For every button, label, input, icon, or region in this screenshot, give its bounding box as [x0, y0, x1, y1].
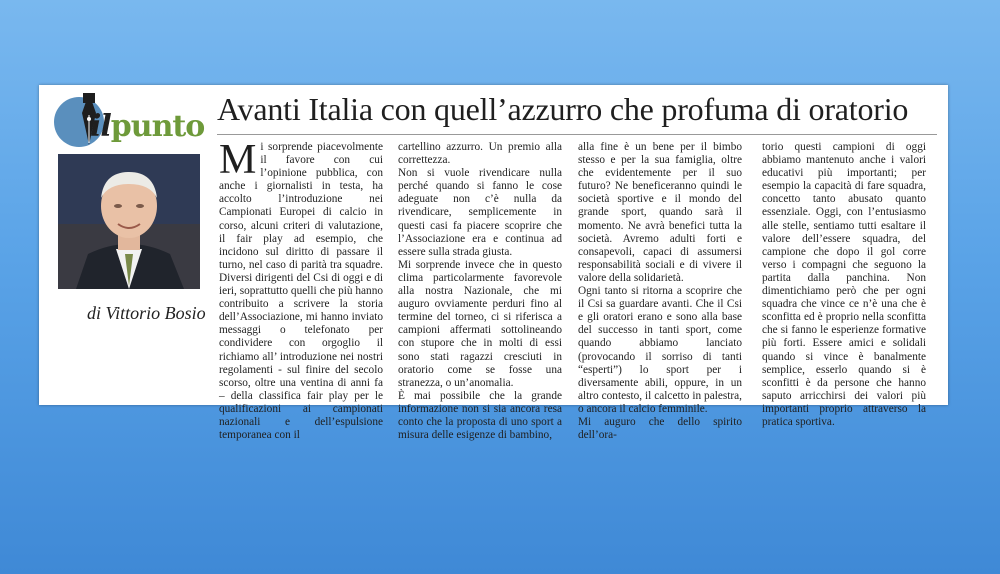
paragraph: cartellino azzurro. Un premio alla correttezza. [398, 141, 562, 167]
paragraph: Non si vuole rivendicare nulla perché quando si fanno le cose adeguate non c’è nulla da rivendicare, semplicemente in questi casi fa piacere scoprire che l’Associazione era e continua ad essere sulla strada giusta. [398, 167, 562, 258]
headline: Avanti Italia con quell’azzurro che profuma di oratorio [217, 91, 909, 127]
il-punto-logo [54, 89, 204, 151]
paragraph: È mai possibile che la grande informazione non si sia ancora resa conto che la proposta di uno sport a misura delle esigenze di bambino, [398, 389, 562, 442]
author-portrait-image [58, 154, 200, 289]
column-text: i sorprende piacevolmente il favore con cui l’opinione pubblica, con anche i giornalisti in testa, ha accolto l’introduzione nei Campionati Europei di calcio in corso, alcuni criteri di valutazione, il fair play ad esempio, che incidono sul diritto di passare il turno, nel caso di parità tra squadre. Diversi dirigenti del Csi di oggi e di ieri, soprattutto quelli che più hanno contribuito a scrivere la storia dell’Associazione, mi hanno inviato messaggi o telefonato per condividere con orgoglio il richiamo all’ introduzione nei nostri regolamenti - sul finire del secolo scorso, oltre una ventina di anni fa – della classifica fair play per le qualificazioni ai campionati nazionali e dell’espulsione temporanea con il [219, 141, 383, 442]
headline-divider [217, 134, 937, 135]
logo-wordmark: ilpunto [90, 109, 205, 144]
author-photo [58, 154, 200, 289]
article-column-1 [219, 137, 383, 442]
paragraph: torio questi campioni di oggi abbiamo mantenuto anche i valori educativi più importanti; per esempio la capacità di fare squadra, concetto tanto abusato quanto essenziale. Oggi, con l’entusiasmo alle stelle, sentiamo tutti esaltare il valore dell’essere squadra, del campione che dopo il gol corre verso i compagni che seguono la partita dalla panchina. Non dimentichiamo però che per ogni squadra che vince ce n’è una che è sconfitta ed è proprio nella sconfitta che si fanno le esperienze formative più forti. Essere amici e solidali quando si vince è banalmente semplice, esserlo quando si è sconfitti è da persone che hanno saputo arricchirsi dei valori più importanti proprio attraverso la pratica sportiva. [762, 141, 926, 428]
article-column-4 [762, 141, 926, 428]
newspaper-clipping [39, 85, 948, 442]
paragraph: alla fine è un bene per il bimbo stesso e per la sua famiglia, oltre che evidentemente per il suo futuro? Ne beneficeranno quindi le società sportive e il mondo del grande sport, quando sarà il momento. Ne avrà benefici tutta la società. Avremo adulti forti e consapevoli, capaci di assumersi responsabilità sociali e di vivere il valore della solidarietà. [578, 141, 742, 284]
article-column-2 [398, 141, 562, 442]
paragraph: Mi auguro che dello spirito dell’ora- [578, 415, 742, 442]
paragraph: Ogni tanto si ritorna a scoprire che il Csi sa guardare avanti. Che il Csi e gli oratori erano e sono alla base del successo in tanti sport, come quando abbiamo lanciato (provocando il sorriso di tanti “esperti”) lo sport per i diversamente abili, oppure, in un altro contesto, il calcetto in palestra, o ancora il calcio femminile. [578, 285, 742, 415]
article-column-3 [578, 141, 742, 442]
drop-cap: M [219, 137, 257, 183]
paragraph: Mi sorprende invece che in questo clima particolarmente favorevole alla nostra Nazionale, che mi auguro ovviamente perduri fino al termine del torneo, ci si riferisca a campioni affermati sottolineando con stupore che in molti di essi sono stati ragazzi cresciuti in oratorio come se fosse una stranezza, o un’anomalia. [398, 258, 562, 389]
byline: di Vittorio Bosio [87, 303, 206, 323]
